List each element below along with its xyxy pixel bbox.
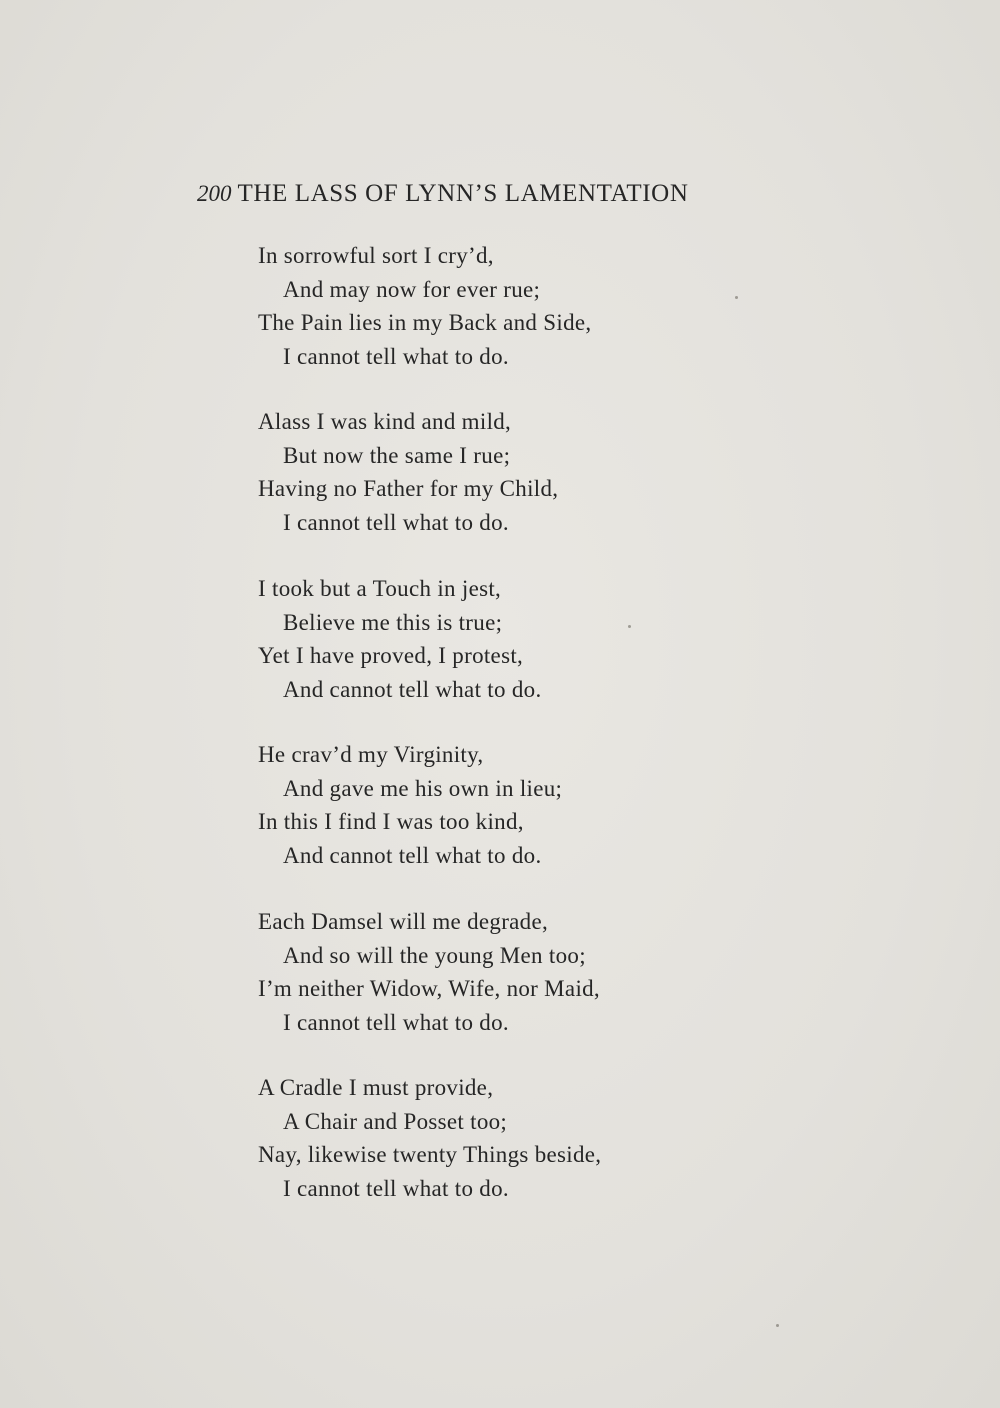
paper-speck: [735, 296, 738, 299]
page-number: 200: [197, 181, 232, 206]
stanza-5: [258, 905, 738, 1039]
page-title: THE LASS OF LYNN’S LAMENTATION: [237, 180, 689, 207]
verse-line: The Pain lies in my Back and Side,: [258, 310, 592, 335]
verse-line: A Cradle I must provide,: [258, 1075, 494, 1100]
verse-line: And cannot tell what to do.: [283, 676, 542, 702]
verse-line: I took but a Touch in jest,: [258, 576, 502, 601]
verse-line: In this I find I was too kind,: [258, 809, 524, 834]
stanza-1: [258, 239, 738, 373]
verse-line: A Chair and Posset too;: [283, 1108, 508, 1134]
verse-line: Alass I was kind and mild,: [258, 409, 512, 434]
stanza-4: [258, 738, 738, 872]
verse-line: I’m neither Widow, Wife, nor Maid,: [258, 976, 600, 1001]
running-header: [197, 180, 757, 208]
stanza-3: [258, 572, 738, 706]
stanza-6: [258, 1071, 738, 1205]
stanza-2: [258, 405, 738, 539]
verse-line: Nay, likewise twenty Things beside,: [258, 1142, 602, 1167]
verse-line: Yet I have proved, I protest,: [258, 643, 524, 668]
verse-line: And gave me his own in lieu;: [283, 775, 563, 801]
verse-line: And cannot tell what to do.: [283, 842, 542, 868]
verse-line: Having no Father for my Child,: [258, 476, 559, 501]
verse-line: In sorrowful sort I cry’d,: [258, 243, 494, 268]
paper-speck: [776, 1324, 779, 1327]
verse-line: I cannot tell what to do.: [283, 1009, 509, 1035]
verse-line: And so will the young Men too;: [283, 942, 586, 968]
verse-line: I cannot tell what to do.: [283, 509, 509, 535]
verse-line: And may now for ever rue;: [283, 276, 541, 302]
verse-line: Each Damsel will me degrade,: [258, 909, 549, 934]
verse-line: I cannot tell what to do.: [283, 1175, 509, 1201]
paper-speck: [628, 625, 631, 628]
verse-line: He crav’d my Virginity,: [258, 742, 484, 767]
verse-line: Believe me this is true;: [283, 609, 503, 635]
verse-line: But now the same I rue;: [283, 442, 511, 468]
verse-line: I cannot tell what to do.: [283, 343, 509, 369]
